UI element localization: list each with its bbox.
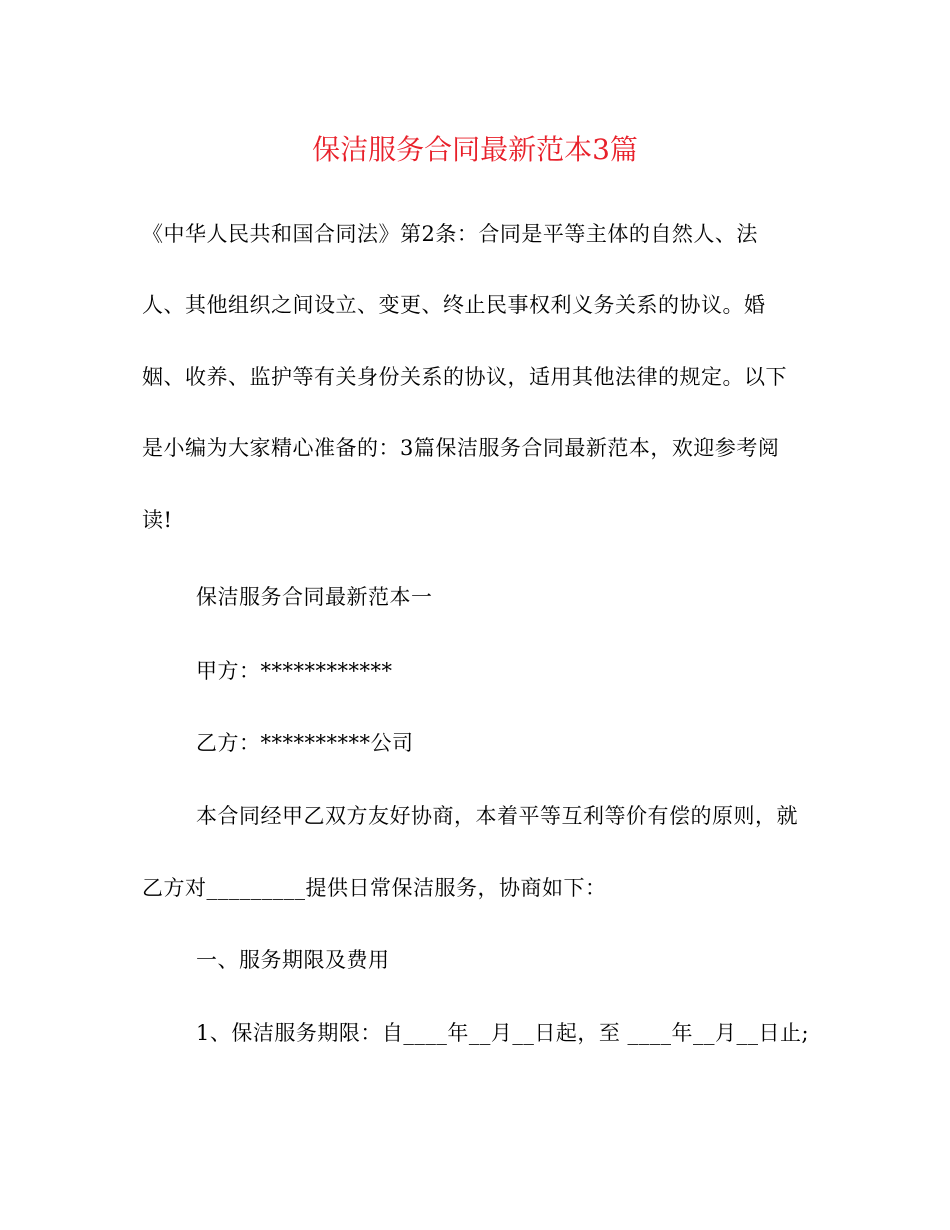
preamble-line-1: 本合同经甲乙双方友好协商，本着平等互利等价有偿的原则，就 [196, 804, 798, 828]
document-title: 保洁服务合同最新范本3篇 [312, 133, 638, 166]
clause-heading: 一、服务期限及费用 [196, 948, 390, 972]
party-a-line: 甲方：************ [196, 659, 393, 683]
clause-1-line: 1、保洁服务期限：自____年__月__日起，至 ____年__月__日止; [196, 1021, 810, 1045]
intro-line-4: 是小编为大家精心准备的：3篇保洁服务合同最新范本，欢迎参考阅 [142, 436, 780, 460]
intro-line-2: 人、其他组织之间设立、变更、终止民事权利义务关系的协议。婚 [142, 293, 766, 317]
preamble-line-2: 乙方对_________提供日常保洁服务，协商如下： [142, 876, 607, 900]
party-b-line: 乙方：**********公司 [196, 731, 414, 755]
intro-line-5: 读! [142, 508, 173, 532]
section-heading: 保洁服务合同最新范本一 [196, 585, 433, 609]
intro-line-3: 姻、收养、监护等有关身份关系的协议，适用其他法律的规定。以下 [142, 365, 787, 389]
intro-line-1: 《中华人民共和国合同法》第2条：合同是平等主体的自然人、法 [142, 222, 758, 246]
